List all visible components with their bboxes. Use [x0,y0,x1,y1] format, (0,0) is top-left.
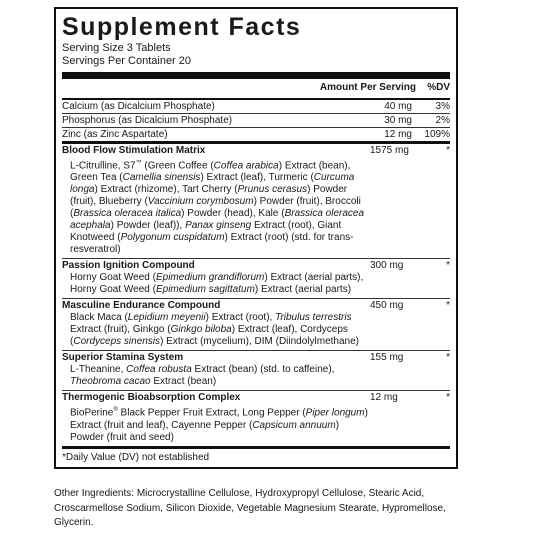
nutrient-row [62,128,450,144]
blend-amount: 12 mg [370,392,398,404]
blend-dv: * [446,352,450,364]
blend-dv: * [446,300,450,312]
blend-block [62,299,450,351]
blend-block [62,144,450,259]
blend-name: Thermogenic Bioabsorption Complex [62,392,241,404]
blend-name: Masculine Endurance Compound [62,300,221,312]
nutrient-amount: 40 mg [384,101,412,112]
blend-amount: 1575 mg [370,145,409,156]
blend-ingredients: L-Theanine, Coffea robusta Extract (bean) (std. to caffeine), Theobroma cacao Extract (bean) [70,364,335,388]
other-ingredients: Other Ingredients: Microcrystalline Cellulose, Hydroxypropyl Cellulose, Stearic Acid, Croscarmellose Sodium, Silicon Dioxide, Vegetable Magnesium Stearate, Hypromellose, Glycerin. [54,488,446,528]
nutrient-row [62,114,450,128]
blend-name: Passion Ignition Compound [62,260,195,272]
dv-header: %DV [427,82,450,93]
blend-ingredients: BioPerine® Black Pepper Fruit Extract, Long Pepper (Piper longum) Extract (fruit and leaf), Cayenne Pepper (Capsicum annuum) Powder (fruit and seed) [70,407,368,443]
panel-title: Supplement Facts [62,13,302,41]
blend-amount: 300 mg [370,260,404,272]
blend-name: Blood Flow Stimulation Matrix [62,145,206,156]
blend-name: Superior Stamina System [62,352,184,364]
blend-dv: * [446,392,450,404]
nutrient-name: Zinc (as Zinc Aspartate) [62,129,168,140]
blend-amount: 450 mg [370,300,404,312]
blend-block [62,259,450,299]
nutrient-dv: 2% [435,115,450,126]
blend-ingredients: Horny Goat Weed (Epimedium grandiflorum) Extract (aerial parts), Horny Goat Weed (Epimedium sagittatum) Extract (aerial parts) [70,272,364,296]
blend-ingredients: L-Citrulline, S7™ (Green Coffee (Coffea arabica) Extract (bean), Green Tea (Camellia sinensis) Extract (leaf), Turmeric (Curcuma longa) Extract (rhizome), Tart Cherry (Prunus cerasus) Powder (fruit), Blueberry (Vaccinium corymbosum) Powder (fruit), Broccoli (Brassica oleracea italica) Powder (head), Kale (Brassica oleracea acephala) Powder (leaf)), Panax ginseng Extract (root), Giant Knotweed (Polygonum cuspidatum) Extract (root) (std. for trans-resveratrol) [70,160,365,256]
nutrient-amount: 30 mg [384,115,412,126]
serving-size: Serving Size 3 Tablets [62,42,171,54]
amount-header: Amount Per Serving [319,82,416,93]
nutrient-dv: 3% [435,101,450,112]
servings-per-container: Servings Per Container 20 [62,55,192,67]
column-header [62,79,450,94]
nutrient-amount: 12 mg [384,129,412,140]
blend-amount: 155 mg [370,352,404,364]
blend-block [62,351,450,391]
nutrient-dv: 109% [424,129,450,140]
blend-dv: * [446,260,450,272]
nutrient-row [62,100,450,114]
dv-footnote: *Daily Value (DV) not established [62,451,210,463]
nutrient-name: Phosphorus (as Dicalcium Phosphate) [62,115,233,126]
blend-dv: * [446,145,450,156]
blend-ingredients: Black Maca (Lepidium meyenii) Extract (root), Tribulus terrestris Extract (fruit), Ginkgo (Ginkgo biloba) Extract (leaf), Cordyceps (Cordyceps sinensis) Extract (mycelium), DIM (Diindolylmethane) [70,312,359,348]
thick-divider [62,72,450,79]
blend-block [62,391,450,448]
supplement-facts-panel [54,7,458,469]
nutrient-name: Calcium (as Dicalcium Phosphate) [62,101,215,112]
